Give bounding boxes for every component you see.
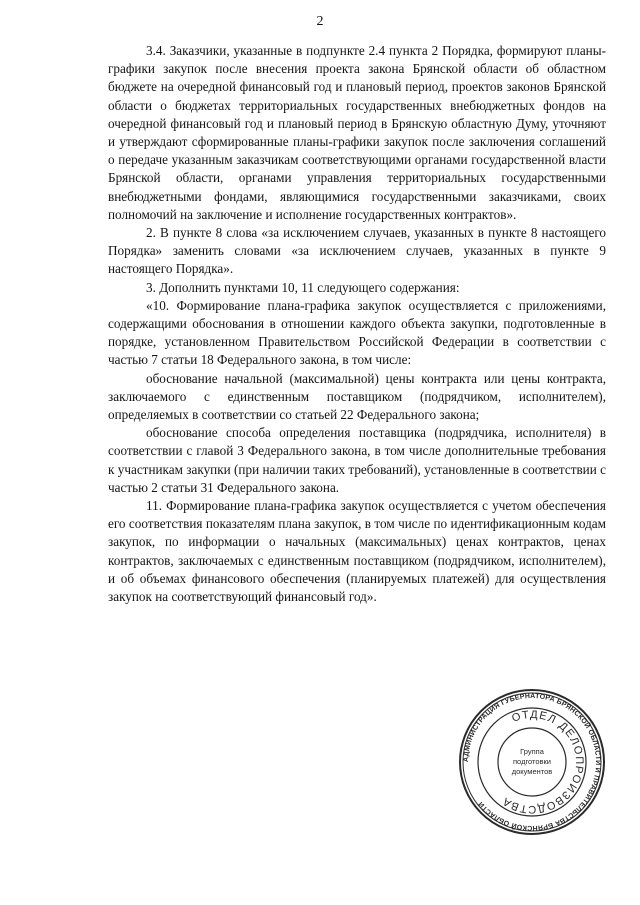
paragraph-2: 2. В пункте 8 слова «за исключением случаев, указанных в пункте 8 настоящего Порядка» заменить словами «за исключением случаев, указанных в пункте 9 настоящего Порядка». — [108, 225, 606, 277]
paragraph-justification-method: обоснование способа определения поставщика (подрядчика, исполнителя) в соответствии с главой 3 Федерального закона, в том числе дополнительные требования к участникам закупки (при наличии таких требований), установленные в соответствии с частью 2 статьи 31 Федерального закона. — [108, 425, 606, 495]
office-stamp — [458, 688, 606, 836]
paragraph-11: 11. Формирование плана-графика закупок осуществляется с учетом обеспечения его соответствия показателям плана закупок, в том числе по идентификационным кодам закупок, по информации о начальных (максимальных) ценах контрактов, ценах контрактов, заключаемых с единственным поставщиком (подрядчиком, исполнителем), и об объемах финансового обеспечения (планируемых платежей) для осуществления закупок на соответствующий финансовый год». — [108, 498, 606, 605]
paragraph-justification-price: обоснование начальной (максимальной) цены контракта или цены контракта, заключаемого с единственным поставщиком (подрядчиком, исполнителем), определяемых в соответствии со статьей 22 Федерального закона; — [108, 370, 606, 423]
page-number: 2 — [316, 14, 324, 29]
document-body — [108, 42, 606, 606]
stamp-outer-text: АДМИНИСТРАЦИЯ ГУБЕРНАТОРА БРЯНСКОЙ ОБЛАСТИ И ПРАВИТЕЛЬСТВА БРЯНСКОЙ ОБЛАСТИ — [462, 692, 602, 832]
paragraph-10: «10. Формирование плана-графика закупок осуществляется с приложениями, содержащими обоснования в отношении каждого объекта закупки, подготовленные в порядке, установленном Правительством Российской Федерации в соответствии с частью 7 статьи 18 Федерального закона, в том числе: — [108, 297, 606, 368]
stamp-center-line-3: документов — [511, 767, 553, 776]
paragraph-3: 3. Дополнить пунктами 10, 11 следующего содержания: — [146, 279, 460, 295]
stamp-center-line-2: подготовки — [513, 757, 551, 766]
paragraph-3-4: 3.4. Заказчики, указанные в подпункте 2.4 пункта 2 Порядка, формируют планы-графики закупок после внесения проекта закона Брянской области об областном бюджете на очередной финансовый год и плановый период, проектов законов Брянской области о бюджетах территориальных государственных внебюджетных фондов на очередной финансовый год и плановый период в Брянскую областную Думу, уточняют и утверждают сформированные планы-графики закупок после заключения соглашений о передаче указанным заказчикам соответствующими органами государственной власти Брянской области, органами управления территориальных государственными внебюджетными фондами, являющимися государственными заказчиками, своих полномочий на заключение и исполнение государственных контрактов». — [108, 43, 606, 222]
stamp-center-line-1: Группа — [520, 747, 544, 756]
stamp-inner-text: ОТДЕЛ ДЕЛОПРОИЗВОДСТВА — [499, 708, 586, 816]
